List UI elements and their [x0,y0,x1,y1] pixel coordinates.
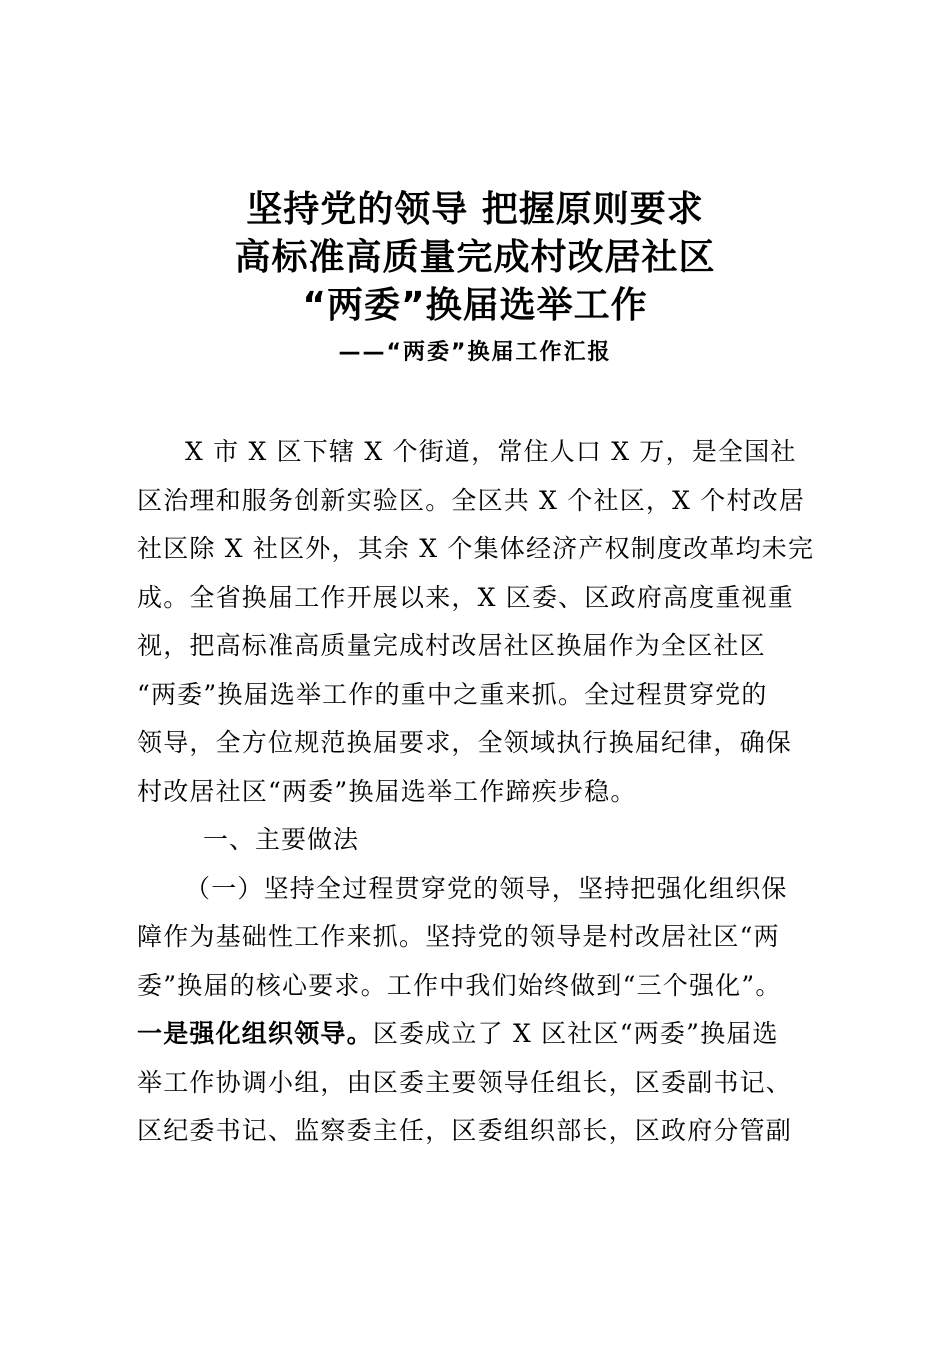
para-line: 障作为基础性工作来抓。坚持党的领导是村改居社区“两 [137,922,780,951]
bold-lead: 一是强化组织领导。 [137,1019,373,1048]
intro-line: “两委”换届选举工作的重中之重来抓。全过程贯穿党的 [137,679,768,709]
para-line: （一）坚持全过程贯穿党的领导，坚持把强化组织保 [185,873,788,903]
title-line-2: 高标准高质量完成村改居社区 [234,237,716,278]
title-line-1: 坚持党的领导 把握原则要求 [246,189,704,230]
section-heading: 一、主要做法 [203,825,360,854]
title-block [0,186,950,370]
intro-line: X 市 X 区下辖 X 个街道，常住人口 X 万，是全国社 [185,437,797,466]
intro-line: 村改居社区“两委”换届选举工作蹄疾步稳。 [137,776,637,806]
body-text [137,428,827,1156]
intro-line: 视，把高标准高质量完成村改居社区换届作为全区社区 [137,631,766,660]
para-line: 举工作协调小组，由区委主要领导任组长，区委副书记、 [137,1067,793,1097]
intro-line: 成。全省换届工作开展以来，X 区委、区政府高度重视重 [137,582,794,612]
para-line: 区纪委书记、监察委主任，区委组织部长，区政府分管副 [137,1116,793,1145]
intro-line: 社区除 X 社区外，其余 X 个集体经济产权制度改革均未完 [137,534,815,563]
title-line-3: “两委”换届选举工作 [302,285,648,326]
para-line-rest: 区委成立了 X 区社区“两委”换届选 [372,1019,779,1048]
para-line-mixed [137,1010,827,1059]
intro-line: 领导，全方位规范换届要求，全领域执行换届纪律，确保 [137,728,793,757]
para-line: 委”换届的核心要求。工作中我们始终做到“三个强化”。 [137,970,782,1000]
intro-line: 区治理和服务创新实验区。全区共 X 个社区，X 个村改居 [137,485,806,515]
subtitle: ——“两委”换届工作汇报 [338,340,612,365]
